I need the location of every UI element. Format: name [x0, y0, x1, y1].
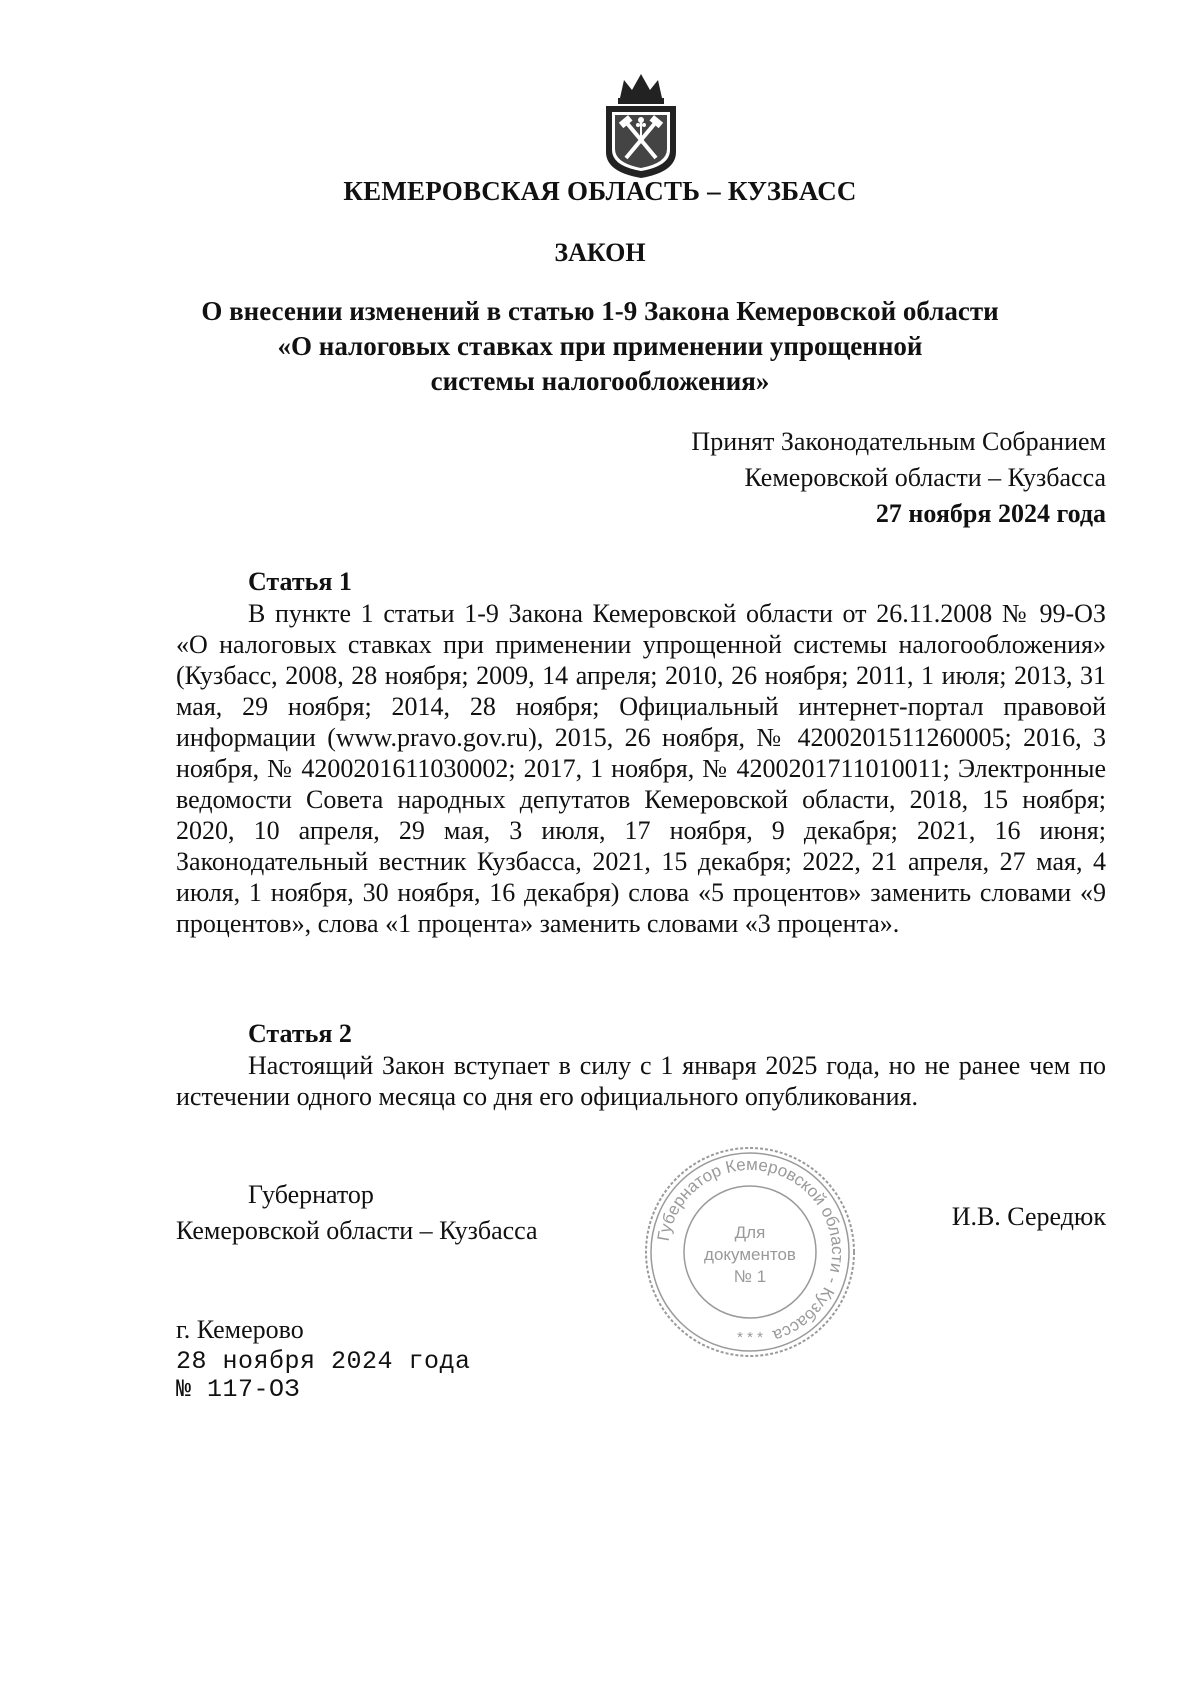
article-1 [176, 565, 1106, 939]
article-2 [176, 1017, 1106, 1112]
law-number: № 117-ОЗ [176, 1375, 301, 1404]
article-heading: Статья 1 [248, 567, 352, 596]
region-name: КЕМЕРОВСКАЯ ОБЛАСТЬ – КУЗБАСС [343, 176, 857, 206]
adoption-block [586, 424, 1106, 532]
adoption-date: 27 ноября 2024 года [875, 499, 1106, 528]
signatory-title-line: Губернатор [248, 1180, 374, 1209]
issue-details [176, 1312, 471, 1404]
law-title-line: О внесении изменений в статью 1-9 Закона Кемеровской области [201, 296, 999, 326]
stamp-ring-text: Губернатор Кемеровской области - Кузбасса [653, 1154, 848, 1346]
signatory-title [176, 1177, 538, 1249]
stamp-center-line: документов [704, 1245, 796, 1264]
stamp-center-line: № 1 [733, 1267, 767, 1286]
document-type: ЗАКОН [554, 238, 646, 267]
law-title-line: «О налоговых ставках при применении упрощенной [277, 331, 923, 361]
official-stamp [640, 1142, 860, 1362]
adoption-line: Кемеровской области – Кузбасса [744, 463, 1106, 492]
article-text: В пункте 1 статьи 1-9 Закона Кемеровской области от 26.11.2008 № 99-ОЗ «О налоговых ставках при применении упрощенной системы налогообложения» (Кузбасс, 2008, 28 ноября; 2009, 14 апреля; 2010, 26 ноября; 2011, 1 июля; 2013, 31 мая, 29 ноября; 2014, 28 ноября; Официальный интернет-портал правовой информации (www.pravo.gov.ru), 2015, 26 ноября, № 4200201511260005; 2016, 3 ноября, № 4200201611030002; 2017, 1 ноября, № 4200201711010011; Электронные ведомости Совета народных депутатов Кемеровской области, 2018, 15 ноября; 2020, 10 апреля, 29 мая, 3 июля, 17 ноября, 9 декабря; 2021, 16 июня; Законодательный вестник Кузбасса, 2021, 15 декабря; 2022, 21 апреля, 27 мая, 4 июля, 1 ноября, 30 ноября, 16 декабря) слова «5 процентов» заменить словами «9 процентов», слова «1 процента» заменить словами «3 процента». [176, 599, 1106, 938]
signatory-name: И.В. Середюк [951, 1202, 1106, 1231]
coat-of-arms-icon [600, 68, 682, 180]
stamp-stars: * * * [737, 1329, 763, 1346]
adoption-line: Принят Законодательным Собранием [691, 427, 1106, 456]
issue-date: 28 ноября 2024 года [176, 1347, 471, 1376]
signatory-title-line: Кемеровской области – Кузбасса [176, 1216, 538, 1245]
article-text: Настоящий Закон вступает в силу с 1 января 2025 года, но не ранее чем по истечении одного месяца со дня его официального опубликования. [176, 1051, 1106, 1111]
stamp-center-line: Для [734, 1223, 766, 1242]
law-title [0, 294, 1200, 399]
issue-city: г. Кемерово [176, 1315, 304, 1344]
article-heading: Статья 2 [248, 1019, 352, 1048]
law-title-line: системы налогообложения» [430, 366, 770, 396]
